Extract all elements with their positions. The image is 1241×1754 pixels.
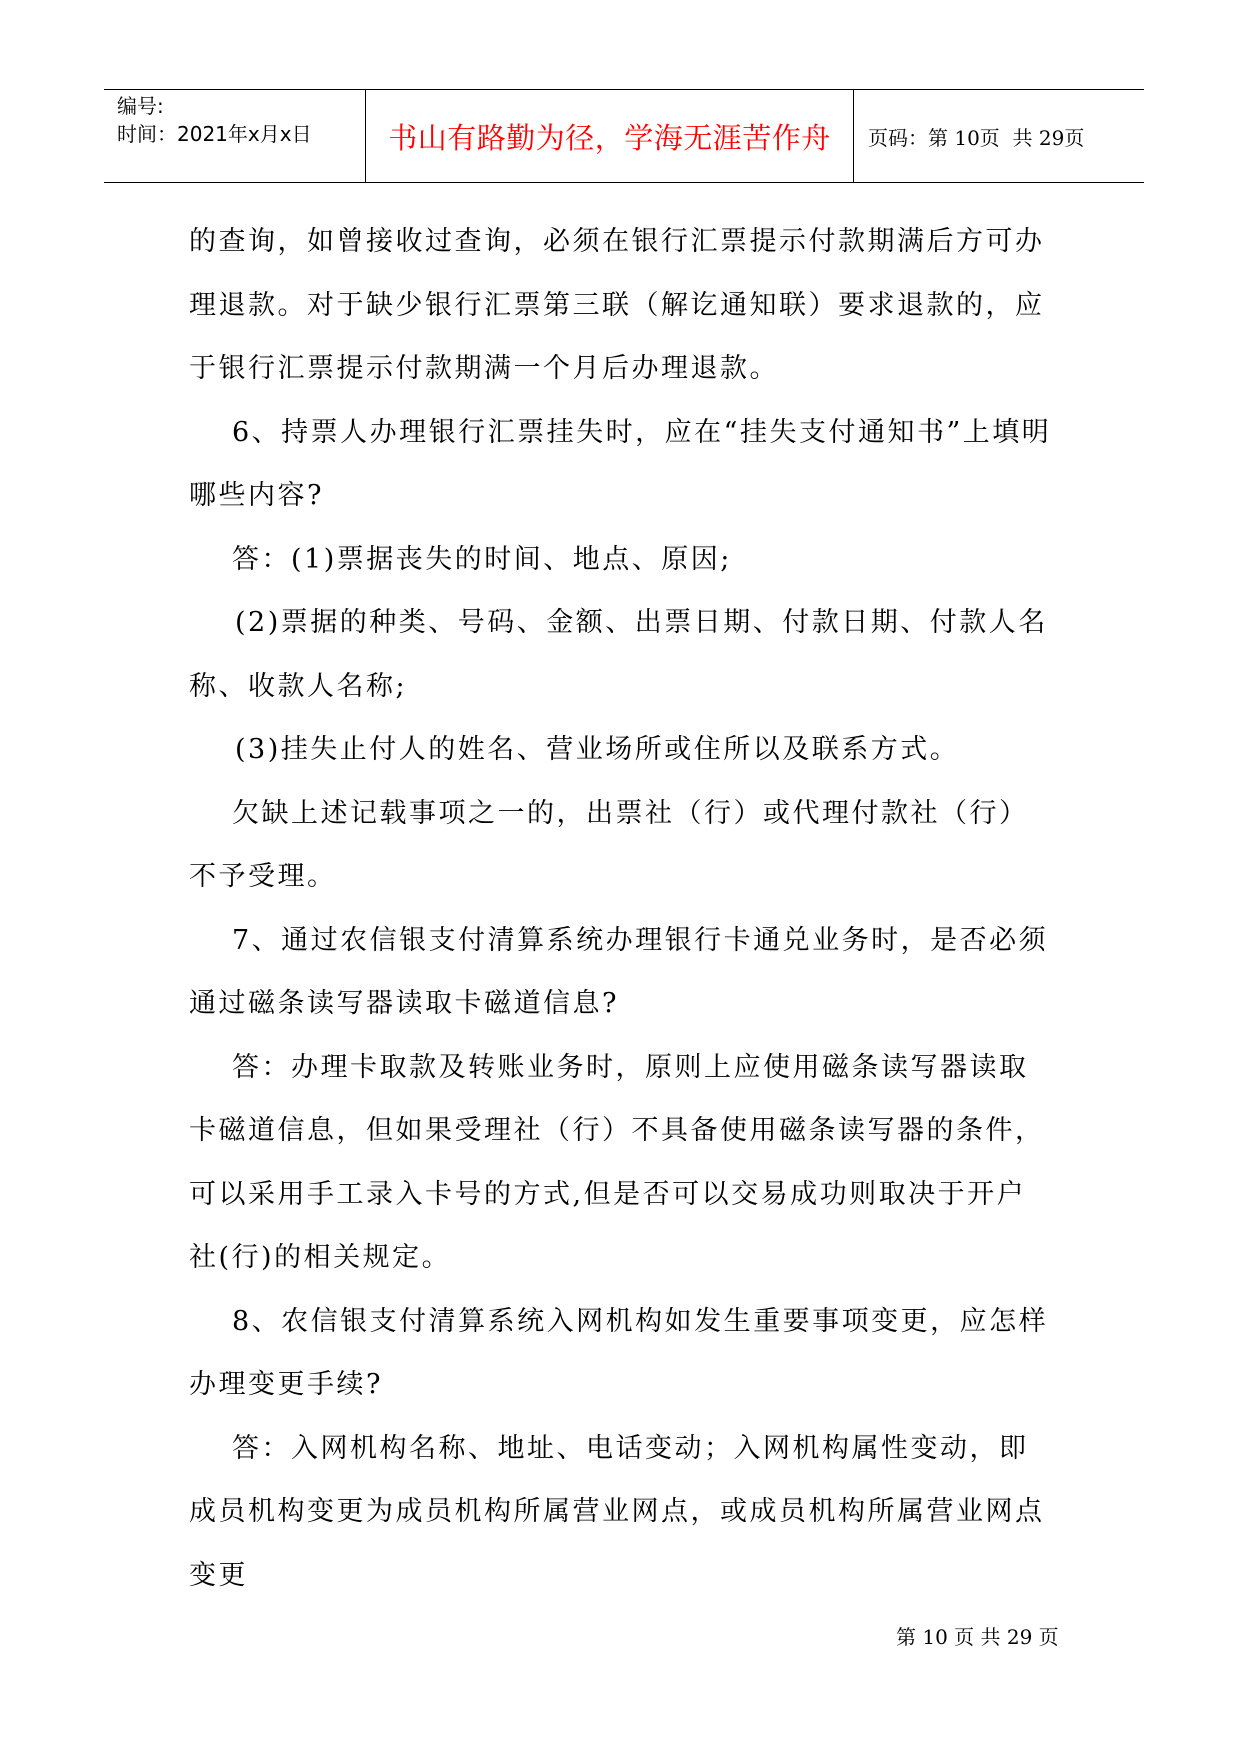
question-7: 7、通过农信银支付清算系统办理银行卡通兑业务时，是否必须通过磁条读写器读取卡磁道信息? bbox=[189, 924, 1049, 1019]
answer-6-item-3: (3)挂失止付人的姓名、营业场所或住所以及联系方式。 bbox=[235, 734, 960, 765]
page-header bbox=[104, 89, 1144, 183]
header-page-code: 页码：第 10页 共 29页 bbox=[868, 125, 1085, 150]
header-motto: 书山有路勤为径，学海无涯苦作舟 bbox=[366, 90, 854, 182]
question-6: 6、持票人办理银行汇票挂失时，应在“挂失支付通知书”上填明哪些内容? bbox=[189, 416, 1052, 511]
answer-8: 答：入网机构名称、地址、电话变动；入网机构属性变动，即成员机构变更为成员机构所属营业网点，或成员机构所属营业网点变更 bbox=[189, 1432, 1045, 1591]
document-body bbox=[189, 210, 1055, 1607]
document-number-label: 编号: bbox=[117, 94, 164, 118]
answer-6-item-2: (2)票据的种类、号码、金额、出票日期、付款日期、付款人名称、收款人名称; bbox=[189, 607, 1048, 702]
header-meta bbox=[104, 90, 366, 182]
page-footer: 第 10 页 共 29 页 bbox=[896, 1625, 1059, 1649]
question-8: 8、农信银支付清算系统入网机构如发生重要事项变更，应怎样办理变更手续? bbox=[189, 1305, 1049, 1400]
answer-7: 答：办理卡取款及转账业务时，原则上应使用磁条读写器读取卡磁道信息，但如果受理社（行）不具备使用磁条读写器的条件，可以采用手工录入卡号的方式,但是否可以交易成功则取决于开户社(行)的相关规定。 bbox=[189, 1051, 1045, 1273]
answer-6-item-1: 答：(1)票据丧失的时间、地点、原因; bbox=[232, 543, 732, 575]
paragraph: 欠缺上述记载事项之一的，出票社（行）或代理付款社（行）不予受理。 bbox=[189, 797, 1029, 892]
paragraph: 的查询，如曾接收过查询，必须在银行汇票提示付款期满后方可办理退款。对于缺少银行汇票第三联（解讫通知联）要求退款的，应于银行汇票提示付款期满一个月后办理退款。 bbox=[189, 226, 1045, 384]
document-time-label: 时间：2021年x月x日 bbox=[117, 122, 312, 146]
